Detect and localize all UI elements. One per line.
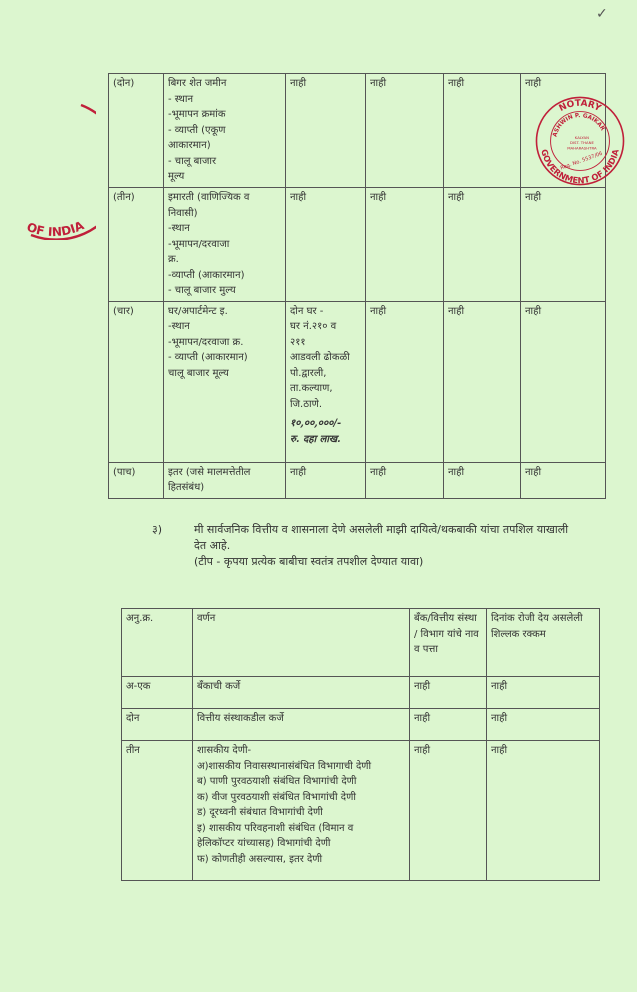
header-institution: बँक/वित्तीय संस्था / विभाग यांचे नाव व पत्ता (410, 609, 487, 677)
cell: नाही (444, 462, 521, 498)
stamp-bottom-text: GOVERNMENT OF INDIA (539, 148, 621, 186)
table-row (122, 677, 600, 709)
table-row (109, 462, 606, 498)
cell: नाही (521, 74, 606, 188)
cell: नाही (521, 301, 606, 462)
header-balance: दिनांक रोजी देय असलेली शिल्लक रक्कम (487, 609, 600, 677)
cell: नाही (410, 741, 487, 881)
row-description: बँकाची कर्जे (193, 677, 410, 709)
row-number: (चार) (109, 301, 164, 462)
row-number: (पाच) (109, 462, 164, 498)
table-header-row (122, 609, 600, 677)
cell: नाही (444, 188, 521, 302)
stamp-reg: Reg. No. 5537/06 (559, 150, 604, 172)
svg-text:GOVERNMENT OF INDIA (539, 148, 621, 186)
row-description: इतर (जसे मालमत्तेतील हितसंबंध) (164, 462, 286, 498)
section-note: (टीप - कृपया प्रत्येक बाबीचा स्वतंत्र तपशील देण्यात यावा) (194, 555, 424, 568)
table-row (122, 709, 600, 741)
notary-stamp (532, 93, 628, 189)
stamp-name: ASHWIN P. GAIKAR (552, 113, 606, 138)
row-number: अ-एक (122, 677, 193, 709)
row-number: (दोन) (109, 74, 164, 188)
cell: नाही (487, 677, 600, 709)
header-serial: अनु.क्र. (122, 609, 193, 677)
cell: नाही (444, 301, 521, 462)
row-description: इमारती (वाणिज्यिक व निवासी) -स्थान -भूमापन/दरवाजा क्र. -व्याप्ती (आकारमान) - चालू बाजार मुल्य (164, 188, 286, 302)
table-row (109, 74, 606, 188)
cell: नाही (286, 74, 366, 188)
handwritten-value: १०,००,०००/- (290, 418, 342, 429)
cell: नाही (487, 741, 600, 881)
row-description: शासकीय देणी- अ)शासकीय निवासस्थानासंबंधित विभागाची देणी ब) पाणी पुरवठयाशी संबंधित विभागांची देणी क) वीज पुरवठयाशी संबंधित विभागांची देणी ड) दूरध्वनी संबंधात विभागांची देणी इ) शासकीय परिवहनाशी संबंधित (विमान व हेलिकॉप्टर यांच्यासह) विभागांची देणी फ) कोणतीही असल्यास, इतर देणी (193, 741, 410, 881)
stamp-place: MAHARASHTRA (567, 145, 597, 151)
row-description: वित्तीय संस्थाकडील कर्जे (193, 709, 410, 741)
stamp-place: DIST. THANE (569, 140, 594, 146)
cell: नाही (366, 301, 444, 462)
stamp-place: KALYAN (574, 135, 590, 141)
check-mark: ✓ (596, 6, 608, 22)
cell (286, 301, 366, 462)
liabilities-table (121, 608, 600, 881)
row-description: बिगर शेत जमीन - स्थान -भूमापन क्रमांक - व्याप्ती (एकूण आकारमान) - चालू बाजार मूल्य (164, 74, 286, 188)
cell: नाही (521, 462, 606, 498)
cell: नाही (366, 74, 444, 188)
stamp-top-text: NOTARY (557, 98, 603, 114)
cell: नाही (487, 709, 600, 741)
cell: नाही (286, 188, 366, 302)
cell: नाही (444, 74, 521, 188)
row-number: (तीन) (109, 188, 164, 302)
cell: नाही (410, 709, 487, 741)
address-text: दोन घर - घर नं.२१० व २११ आडवली ढोकळी पो.द्वारली, ता.कल्याण, जि.ठाणे. (290, 305, 350, 410)
row-number: तीन (122, 741, 193, 881)
header-description: वर्णन (193, 609, 410, 677)
handwritten-value-words: रु. दहा लाख. (290, 433, 341, 445)
section-text: मी सार्वजनिक वित्तीय व शासनाला देणे असलेली माझी दायित्वे/थकबाकी यांचा तपशिल याखाली देत आहे. (194, 523, 569, 552)
cell: नाही (410, 677, 487, 709)
table-row (109, 188, 606, 302)
cell: नाही (366, 188, 444, 302)
section-3-paragraph (152, 522, 582, 570)
cell: नाही (366, 462, 444, 498)
row-number: दोन (122, 709, 193, 741)
table-row (122, 741, 600, 881)
table-row (109, 301, 606, 462)
svg-text:ASHWIN P. GAIKAR (552, 113, 606, 141)
cell: नाही (286, 462, 366, 498)
partial-stamp (16, 100, 96, 240)
partial-stamp-text: OF INDIA (24, 218, 87, 240)
section-number: ३) (152, 523, 163, 536)
cell: नाही (521, 188, 606, 302)
row-description: घर/अपार्टमेन्ट इ. -स्थान -भूमापन/दरवाजा क्र. - व्याप्ती (आकारमान) चालू बाजार मूल्य (164, 301, 286, 462)
